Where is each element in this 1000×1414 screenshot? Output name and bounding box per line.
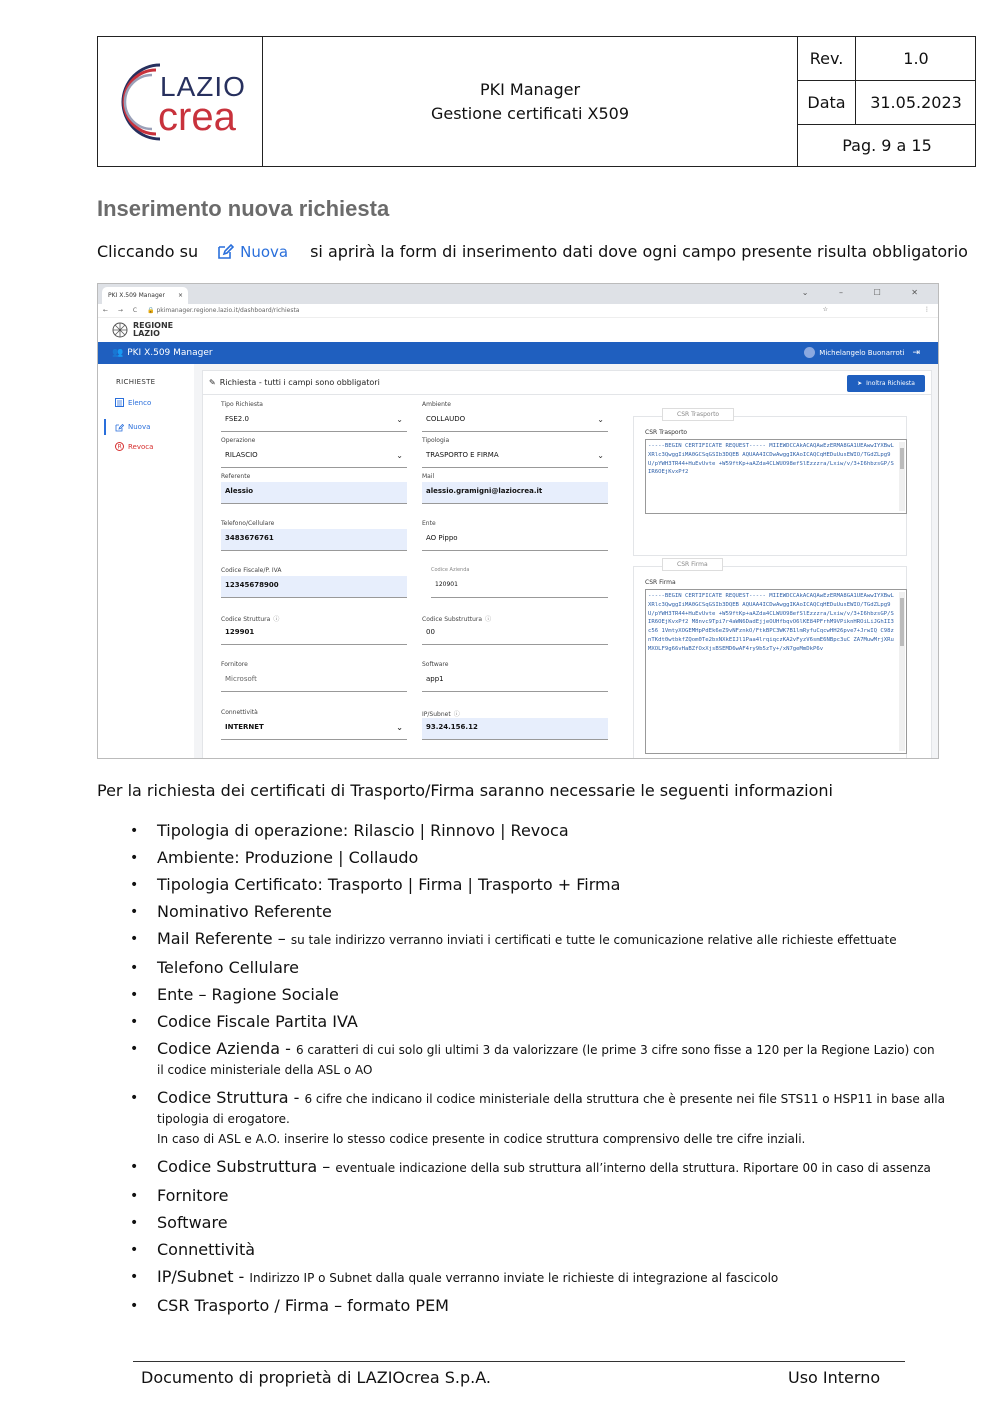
item-text: Ente – Ragione Sociale (157, 985, 339, 1004)
csr-trasporto-box (633, 411, 907, 556)
browser-tab-strip (98, 284, 938, 304)
field-label-text: Codice Substruttura (422, 616, 483, 623)
page-row (798, 125, 976, 166)
regione-lazio-logo (98, 318, 938, 342)
window-controls[interactable]: ⌄ – ☐ ✕ (801, 288, 932, 297)
field-label: Tipologia (422, 437, 450, 444)
sidebar-item-label: Elenco (128, 398, 152, 407)
submit-label: Inoltra Richiesta (866, 380, 915, 387)
edit-icon: ✎ (209, 378, 216, 387)
item-note: 6 cifre che indicano il codice ministeriale della struttura che è presente nei file STS11 o HSP11 in base alla tipologia di erogatore. (157, 1092, 945, 1126)
sidebar-item-elenco[interactable] (115, 398, 151, 407)
field-value[interactable]: TRASPORTO E FIRMA ⌄ (422, 446, 608, 468)
intro-after: si aprirà la form di inserimento dati dove ogni campo presente risulta obbligatorio (310, 242, 968, 261)
ip-subnet-field[interactable] (422, 709, 608, 740)
user-menu[interactable] (804, 347, 920, 358)
field-value[interactable]: Alessio (221, 482, 407, 504)
kebab-menu-icon[interactable]: ⋮ (924, 306, 930, 313)
field-value[interactable]: COLLAUDO ⌄ (422, 410, 608, 432)
title-line-1: PKI Manager (479, 79, 581, 99)
item-text: Codice Struttura - (157, 1088, 305, 1107)
csr-trasporto-textarea[interactable] (645, 439, 907, 514)
fornitore-field[interactable] (221, 661, 407, 692)
field-value[interactable]: app1 (422, 670, 608, 692)
codice-struttura-field[interactable] (221, 614, 407, 645)
field-value[interactable]: 129901 (221, 623, 407, 645)
field-value[interactable]: Microsoft (221, 670, 407, 692)
requirements-list (130, 822, 945, 1324)
item-note: 6 caratteri di cui solo gli ultimi 3 da valorizzare (le prime 3 cifre sono fisse a 120 per la Regione Lazio) con il codice ministeriale della ASL o AO (157, 1043, 935, 1077)
list-icon (115, 398, 124, 407)
url-field[interactable]: pkimanager.regione.lazio.it/dashboard/richiesta (156, 307, 300, 314)
list-item (130, 849, 945, 867)
nuova-button-sample (216, 243, 288, 261)
item-text: Mail Referente – (157, 929, 291, 948)
field-label (422, 709, 608, 718)
codice-azienda-field[interactable] (431, 567, 608, 598)
list-item (130, 1040, 945, 1080)
field-label: Codice Fiscale/P. IVA (221, 567, 282, 574)
date-value: 31.05.2023 (870, 93, 962, 112)
item-text: Codice Azienda - (157, 1039, 296, 1058)
panel-header (203, 371, 931, 395)
list-item (130, 1089, 945, 1149)
operazione-select[interactable] (221, 437, 407, 468)
submit-request-button[interactable] (847, 375, 925, 392)
item-text: CSR Trasporto / Firma – formato PEM (157, 1296, 449, 1315)
lock-icon: 🔒 (147, 307, 157, 314)
revision-value: 1.0 (903, 49, 929, 68)
help-icon[interactable]: ⓘ (485, 616, 492, 623)
item-note: su tale indirizzo verranno inviati i certificati e tutte le comunicazione relative alle richieste effettuate (290, 933, 897, 947)
document-title (263, 37, 798, 166)
date-label: Data (798, 81, 856, 124)
ambiente-select[interactable] (422, 401, 608, 432)
csr-trasporto-text: -----BEGIN CERTIFICATE REQUEST----- MIIEWDCCAkACAQAwEzERMA8GA1UEAwwIYXBwLXRlc3QwggIiMA0GCSqGSIb3DQEB AQUAA4ICDwAwggIKAoICAQCqHEDuUusEWIO/TGdZLpg9U/pYWH3TR44+HuEvUvte +W59ftKp+aAZda4CLWUO98efSlEzzzra/Lxiw/v/3+I6hbzsGP/SIR6OEjKvxPf2 (648, 443, 894, 476)
field-label: Codice Azienda (431, 567, 470, 573)
app-screenshot (97, 283, 939, 759)
intro-line (97, 242, 968, 261)
item-text: IP/Subnet - (157, 1267, 250, 1286)
codice-fiscale-field[interactable] (221, 567, 407, 598)
regione-logo-text (133, 322, 173, 338)
field-label: Telefono/Cellulare (221, 520, 275, 527)
user-name: Michelangelo Buonarroti (819, 348, 905, 357)
referente-field[interactable] (221, 473, 407, 504)
field-label (221, 614, 407, 623)
revision-label: Rev. (798, 37, 856, 80)
footer-ownership: Documento di proprietà di LAZIOcrea S.p.A. (141, 1368, 491, 1387)
svg-text:R: R (117, 443, 122, 451)
list-item (130, 1214, 945, 1232)
item-text: Nominativo Referente (157, 902, 332, 921)
tipologia-select[interactable] (422, 437, 608, 468)
field-value[interactable]: 93.24.156.12 (422, 718, 608, 740)
logout-icon[interactable]: ⇥ (912, 347, 920, 358)
help-icon[interactable]: ⓘ (453, 711, 460, 718)
item-note: Indirizzo IP o Subnet dalla quale verranno inviate le richieste di integrazione al fascicolo (249, 1271, 779, 1285)
page-number: Pag. 9 a 15 (842, 136, 932, 155)
field-label: Tipo Richiesta (221, 401, 263, 408)
csr-firma-label: CSR Firma (645, 579, 676, 586)
intro-before: Cliccando su (97, 242, 199, 261)
close-icon[interactable]: × (177, 292, 183, 299)
item-text: Telefono Cellulare (157, 958, 299, 977)
sidebar-item-revoca[interactable] (115, 442, 153, 451)
field-value[interactable]: AO Pippo (422, 529, 608, 551)
document-meta (798, 37, 976, 166)
csr-trasporto-tab[interactable]: CSR Trasporto (662, 408, 734, 421)
csr-firma-text: -----BEGIN CERTIFICATE REQUEST----- MIIEWDCCAkACAQAwEzERMA8GA1UEAwwIYXBwLXRlc3QwggIiMA0GCSqGSIb3DQEB AQUAA4ICDwAwggIKAoICAQCqHEDuUusEWIO/TGdZLpg9U/pYWH3TR44+HuEvUvte +W59ftKp+aAZda4CLWUO98efSlEzzzra/Lxiw/v/3+I6hbzsGP/SIR6OEjKvxPf2 M8nvc9Tpi7r4aWN6DadEjjeOUHfbqvO6lKE84PFrhM9VPiknHROiLiJGhII3c56 1VmtyXOGEMHpPdEk6eZ9vNFznkO/FtkBPC3WK7B1lmRyfuCqcwHH26pve7+JrwIQ C98znTKdt0wtbkfZQom0Te2bxNXkEIJl1Paa4lrqiqczKA2vFyzV6smE6NBpc3uC ZA7MuwMrjXRuMXOLF9g66vHaBZfOxXjsBSEMD6wAF4ry9b5zTy+/xN7geMmDkP6v (648, 593, 894, 652)
sidebar-item-label: Nuova (128, 423, 151, 431)
csr-trasporto-label: CSR Trasporto (645, 429, 688, 436)
software-field[interactable] (422, 661, 608, 692)
csr-firma-tab[interactable]: CSR Firma (662, 558, 723, 571)
field-label: Mail (422, 473, 435, 480)
field-value[interactable]: INTERNET ⌄ (221, 718, 407, 740)
panel-title: Richiesta - tutti i campi sono obbligatori (219, 378, 380, 387)
list-item (130, 903, 945, 921)
footer-divider (133, 1361, 905, 1362)
revoke-icon (115, 442, 124, 451)
date-row (798, 81, 976, 125)
sidebar-heading: RICHIESTE (116, 378, 156, 386)
section-title: Inserimento nuova richiesta (97, 196, 390, 221)
logo-text-lazio: LAZIO (160, 71, 246, 102)
send-icon: ➤ (857, 380, 863, 387)
sidebar (98, 364, 194, 759)
title-line-2: Gestione certificati X509 (430, 103, 630, 123)
browser-tab[interactable] (102, 287, 188, 304)
sidebar-item-nuova[interactable] (104, 419, 150, 435)
edit-icon (216, 243, 234, 261)
document-header-table (97, 36, 976, 167)
sidebar-item-label: Revoca (128, 442, 154, 451)
field-label-text: Codice Struttura (221, 616, 271, 623)
list-item (130, 1297, 945, 1315)
nav-buttons[interactable]: ← → C (103, 307, 142, 314)
list-item (130, 1013, 945, 1031)
field-label: Operazione (221, 437, 256, 444)
connettivita-select[interactable] (221, 709, 407, 740)
avatar (804, 347, 815, 358)
telefono-field[interactable] (221, 520, 407, 551)
field-label: Referente (221, 473, 251, 480)
regione-emblem-icon (112, 322, 128, 338)
item-note: In caso di ASL e A.O. inserire lo stesso codice presente in codice struttura comprensivo delle tre cifre inziali. (157, 1132, 806, 1146)
item-text: Connettività (157, 1240, 256, 1259)
field-label: Ambiente (422, 401, 451, 408)
star-icon[interactable]: ☆ (822, 306, 828, 313)
edit-icon (115, 423, 124, 432)
field-value[interactable]: 12345678900 (221, 576, 407, 598)
list-item (130, 1158, 945, 1178)
field-value[interactable]: RILASCIO ⌄ (221, 446, 407, 468)
item-text: Codice Fiscale Partita IVA (157, 1012, 358, 1031)
laziocrea-logo (98, 37, 263, 166)
field-label: Fornitore (221, 661, 248, 668)
scrollbar[interactable] (899, 442, 905, 511)
help-icon[interactable]: ⓘ (273, 616, 280, 623)
field-label-text: IP/Subnet (422, 711, 451, 718)
scrollbar[interactable] (899, 592, 905, 751)
requirements-intro: Per la richiesta dei certificati di Trasporto/Firma saranno necessarie le seguenti informazioni (97, 781, 833, 800)
browser-tab-title: PKI X.509 Manager (108, 292, 165, 299)
regione-logo-line1: REGIONE (133, 321, 174, 330)
list-item (130, 822, 945, 840)
field-label: Connettività (221, 709, 258, 716)
list-item (130, 986, 945, 1004)
users-icon: 👥 (112, 348, 124, 358)
item-text: Tipologia di operazione: Rilascio | Rinnovo | Revoca (157, 821, 569, 840)
field-label: Ente (422, 520, 436, 527)
field-label: Software (422, 661, 449, 668)
item-text: Ambiente: Produzione | Collaudo (157, 848, 419, 867)
nuova-label: Nuova (240, 242, 289, 261)
item-text: Software (157, 1213, 228, 1232)
list-item (130, 1268, 945, 1288)
item-text: Codice Substruttura – (157, 1157, 336, 1176)
revision-row (798, 37, 976, 81)
item-text: Tipologia Certificato: Trasporto | Firma | Trasporto + Firma (157, 875, 621, 894)
address-bar (98, 304, 938, 318)
list-item (130, 1241, 945, 1259)
app-top-bar (98, 342, 938, 364)
request-form-panel (202, 370, 932, 759)
item-note: eventuale indicazione della sub struttura all’interno della struttura. Riportare 00 in caso di assenza (335, 1161, 931, 1175)
csr-firma-textarea[interactable] (645, 589, 907, 754)
logo-text-crea: crea (158, 95, 236, 139)
csr-firma-box (633, 561, 907, 759)
codice-substruttura-field[interactable] (422, 614, 608, 645)
app-body (98, 364, 938, 759)
tipo-richiesta-select[interactable] (221, 401, 407, 432)
field-value[interactable]: 3483676761 (221, 529, 407, 551)
list-item (130, 1187, 945, 1205)
field-value[interactable]: FSE2.0 ⌄ (221, 410, 407, 432)
footer-classification: Uso Interno (788, 1368, 881, 1387)
field-label (422, 614, 608, 623)
list-item (130, 959, 945, 977)
field-value[interactable]: 120901 (431, 576, 608, 598)
ente-field[interactable] (422, 520, 608, 551)
regione-logo-line2: LAZIO (133, 329, 160, 338)
app-title: PKI X.509 Manager (127, 348, 213, 358)
field-value[interactable]: 00 (422, 623, 608, 645)
mail-field[interactable] (422, 473, 608, 504)
field-value[interactable]: alessio.gramigni@laziocrea.it (422, 482, 608, 504)
item-text: Fornitore (157, 1186, 229, 1205)
list-item (130, 876, 945, 894)
list-item (130, 930, 945, 950)
